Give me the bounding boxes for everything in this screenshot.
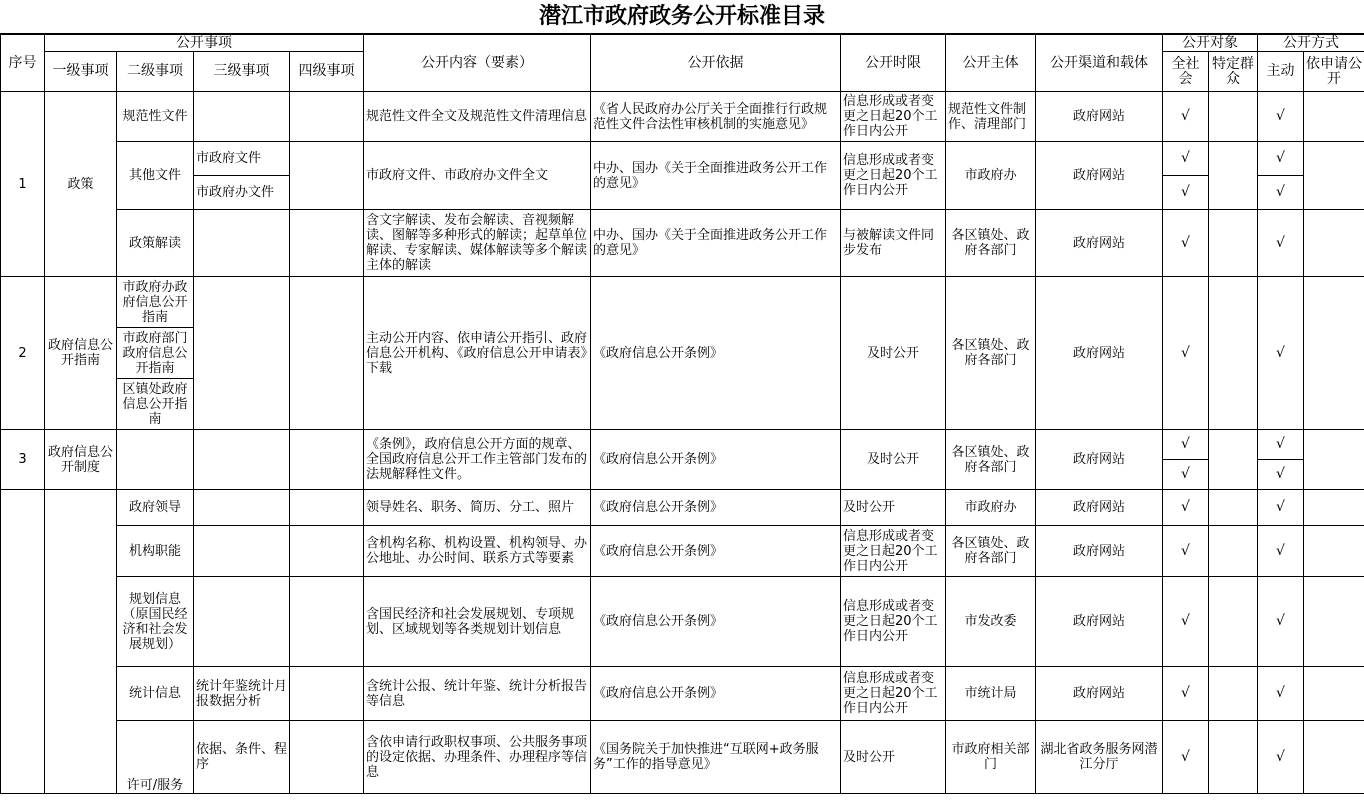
header-items-group: 公开事项 [45,35,364,52]
row4b-content: 含机构名称、机构设置、机构领导、办公地址、办公时间、联系方式等要素 [364,526,591,577]
row4c-basis: 《政府信息公开条例》 [591,577,841,667]
row3-check-all-2: √ [1163,460,1209,490]
header-level4: 四级事项 [290,52,364,92]
row4a-content: 领导姓名、职务、简历、分工、照片 [364,490,591,526]
row4c-level4 [290,577,364,667]
row1a-content: 规范性文件全文及规范性文件清理信息 [364,92,591,142]
header-target-all: 全社会 [1163,52,1209,92]
row3-check-apply [1304,430,1364,490]
row2-check-specific [1209,277,1258,430]
row3-subject: 各区镇处、政府各部门 [946,430,1036,490]
row2-level2-1: 市政府办政府信息公开指南 [117,277,194,328]
row3-level1: 政府信息公开制度 [45,430,117,490]
header-method-active: 主动 [1258,52,1304,92]
row4c-content: 含国民经济和社会发展规划、专项规划、区域规划等各类规划计划信息 [364,577,591,667]
row4e-level4 [290,721,364,794]
row4e-content: 含依申请行政职权事项、公共服务事项的设定依据、办理条件、办理程序等信息 [364,721,591,794]
row4d-channel: 政府网站 [1036,667,1163,721]
row4b-check-apply [1304,526,1364,577]
row4e-check-specific [1209,721,1258,794]
row1b-check-all-2: √ [1163,176,1209,210]
row1c-check-apply [1304,210,1364,277]
row4e-channel: 湖北省政务服务网潜江分厅 [1036,721,1163,794]
row1a-level3 [194,92,290,142]
row1a-subject: 规范性文件制作、清理部门 [946,92,1036,142]
row2-level4 [290,277,364,430]
row4d-content: 含统计公报、统计年鉴、统计分析报告等信息 [364,667,591,721]
row4b-check-all: √ [1163,526,1209,577]
row1b-level4 [290,142,364,210]
row1-seq: 1 [1,92,45,277]
row3-level2 [117,430,194,490]
row2-level1: 政府信息公开指南 [45,277,117,430]
row4a-level2: 政府领导 [117,490,194,526]
row1b-check-all-1: √ [1163,142,1209,176]
row4b-time: 信息形成或者变更之日起20个工作日内公开 [841,526,946,577]
row4e-check-apply [1304,721,1364,794]
row2-check-all: √ [1163,277,1209,430]
row3-basis: 《政府信息公开条例》 [591,430,841,490]
row4e-subject: 市政府相关部门 [946,721,1036,794]
catalog-table [0,34,1364,794]
row1c-check-active: √ [1258,210,1304,277]
row2-check-apply [1304,277,1364,430]
row1b-basis: 中办、国办《关于全面推进政务公开工作的意见》 [591,142,841,210]
row4a-time: 及时公开 [841,490,946,526]
row1b-check-active-1: √ [1258,142,1304,176]
row1a-basis: 《省人民政府办公厅关于全面推行行政规范性文件合法性审核机制的实施意见》 [591,92,841,142]
row3-content: 《条例》，政府信息公开方面的规章、全国政府信息公开工作主管部门发布的法规解释性文件。 [364,430,591,490]
header-content: 公开内容（要素） [364,35,591,92]
row4b-subject: 各区镇处、政府各部门 [946,526,1036,577]
row1a-level4 [290,92,364,142]
row1a-check-active: √ [1258,92,1304,142]
row4b-check-specific [1209,526,1258,577]
row4d-subject: 市统计局 [946,667,1036,721]
page-title: 潜江市政府政务公开标准目录 [0,0,1364,34]
row4e-level2: 许可/服务 [117,721,194,794]
row3-channel: 政府网站 [1036,430,1163,490]
row4a-check-active: √ [1258,490,1304,526]
header-target-specific: 特定群众 [1209,52,1258,92]
row4a-check-all: √ [1163,490,1209,526]
row1a-check-specific [1209,92,1258,142]
row4a-level3 [194,490,290,526]
row1a-channel: 政府网站 [1036,92,1163,142]
row4d-check-all: √ [1163,667,1209,721]
row2-level2-3: 区镇处政府信息公开指南 [117,379,194,430]
row4c-time: 信息形成或者变更之日起20个工作日内公开 [841,577,946,667]
row4d-level3: 统计年鉴统计月报数据分析 [194,667,290,721]
header-channel: 公开渠道和载体 [1036,35,1163,92]
row2-content: 主动公开内容、依申请公开指引、政府信息公开机构、《政府信息公开申请表》下载 [364,277,591,430]
row2-basis: 《政府信息公开条例》 [591,277,841,430]
row4c-level3 [194,577,290,667]
row1c-level4 [290,210,364,277]
row4a-check-specific [1209,490,1258,526]
row4d-check-active: √ [1258,667,1304,721]
header-target-group: 公开对象 [1163,35,1258,52]
row1c-check-specific [1209,210,1258,277]
row1c-check-all: √ [1163,210,1209,277]
row1b-check-active-2: √ [1258,176,1304,210]
header-level3: 三级事项 [194,52,290,92]
row2-subject: 各区镇处、政府各部门 [946,277,1036,430]
row1c-basis: 中办、国办《关于全面推进政务公开工作的意见》 [591,210,841,277]
row1a-check-apply [1304,92,1364,142]
row4d-check-specific [1209,667,1258,721]
row1b-content: 市政府文件、市政府办文件全文 [364,142,591,210]
row2-level3 [194,277,290,430]
row1c-level2: 政策解读 [117,210,194,277]
row4e-basis: 《国务院关于加快推进“互联网+政务服务”工作的指导意见》 [591,721,841,794]
row4e-check-all: √ [1163,721,1209,794]
row4e-check-active: √ [1258,721,1304,794]
header-basis: 公开依据 [591,35,841,92]
row4d-time: 信息形成或者变更之日起20个工作日内公开 [841,667,946,721]
row1b-subject: 市政府办 [946,142,1036,210]
row2-seq: 2 [1,277,45,430]
header-level2: 二级事项 [117,52,194,92]
row4c-check-specific [1209,577,1258,667]
header-time-limit: 公开时限 [841,35,946,92]
row4c-channel: 政府网站 [1036,577,1163,667]
row4e-time: 及时公开 [841,721,946,794]
row1c-content: 含文字解读、发布会解读、音视频解读、图解等多种形式的解读；起草单位解读、专家解读、媒体解读等多个解读主体的解读 [364,210,591,277]
row4b-basis: 《政府信息公开条例》 [591,526,841,577]
row4a-level4 [290,490,364,526]
row2-channel: 政府网站 [1036,277,1163,430]
row4b-level2: 机构职能 [117,526,194,577]
row4d-level4 [290,667,364,721]
row1c-channel: 政府网站 [1036,210,1163,277]
row1b-time: 信息形成或者变更之日起20个工作日内公开 [841,142,946,210]
row1b-level3-2: 市政府办文件 [194,176,290,210]
row4c-subject: 市发改委 [946,577,1036,667]
row4c-level2: 规划信息（原国民经济和社会发展规划） [117,577,194,667]
row4c-check-all: √ [1163,577,1209,667]
row1a-level2: 规范性文件 [117,92,194,142]
row4a-subject: 市政府办 [946,490,1036,526]
row3-level3 [194,430,290,490]
row1b-level3-1: 市政府文件 [194,142,290,176]
row4a-basis: 《政府信息公开条例》 [591,490,841,526]
row4d-level2: 统计信息 [117,667,194,721]
row1b-check-specific [1209,142,1258,210]
row3-check-active-2: √ [1258,460,1304,490]
row4b-level3 [194,526,290,577]
row4c-check-apply [1304,577,1364,667]
row2-check-active: √ [1258,277,1304,430]
row3-check-specific [1209,430,1258,490]
row4-level1 [45,490,117,794]
row1c-subject: 各区镇处、政府各部门 [946,210,1036,277]
row4b-channel: 政府网站 [1036,526,1163,577]
row3-check-active-1: √ [1258,430,1304,460]
row1b-level2: 其他文件 [117,142,194,210]
row3-check-all-1: √ [1163,430,1209,460]
row3-level4 [290,430,364,490]
row4b-check-active: √ [1258,526,1304,577]
header-subject: 公开主体 [946,35,1036,92]
row4-seq [1,490,45,794]
row4b-level4 [290,526,364,577]
row1c-level3 [194,210,290,277]
header-level1: 一级事项 [45,52,117,92]
row1a-time: 信息形成或者变更之日起20个工作日内公开 [841,92,946,142]
row3-time: 及时公开 [841,430,946,490]
row2-time: 及时公开 [841,277,946,430]
row1a-check-all: √ [1163,92,1209,142]
row3-seq: 3 [1,430,45,490]
header-method-apply: 依申请公开 [1304,52,1364,92]
row4c-check-active: √ [1258,577,1304,667]
header-method-group: 公开方式 [1258,35,1364,52]
row1b-check-apply [1304,142,1364,210]
row4e-level3: 依据、条件、程序 [194,721,290,794]
row1-level1: 政策 [45,92,117,277]
row4d-check-apply [1304,667,1364,721]
row4a-channel: 政府网站 [1036,490,1163,526]
row4a-check-apply [1304,490,1364,526]
row2-level2-2: 市政府部门政府信息公开指南 [117,328,194,379]
row4d-basis: 《政府信息公开条例》 [591,667,841,721]
header-seq: 序号 [1,35,45,92]
row1b-channel: 政府网站 [1036,142,1163,210]
row1c-time: 与被解读文件同步发布 [841,210,946,277]
